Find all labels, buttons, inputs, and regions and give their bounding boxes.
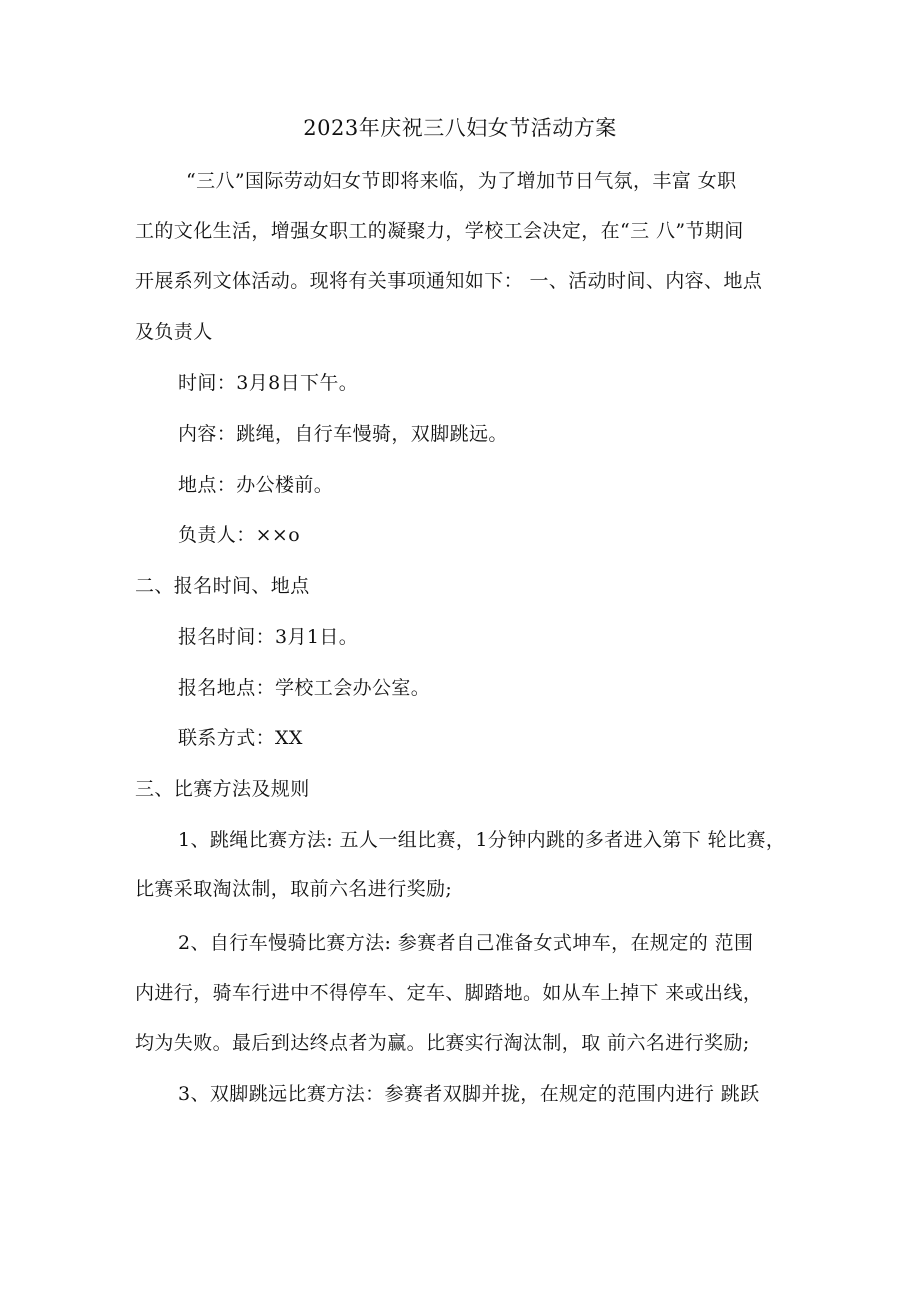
rule2-line-3: 均为失败。最后到达终点者为赢。比赛实行淘汰制，取 前六名进行奖励; — [135, 1032, 750, 1054]
signup-time: 报名时间：3月1日。 — [178, 626, 359, 648]
intro-line-2: 工的文化生活，增强女职工的凝聚力，学校工会决定，在“三 八”节期间 — [135, 220, 744, 242]
activity-place: 地点：办公楼前。 — [178, 474, 334, 496]
section3-heading: 三、比赛方法及规则 — [135, 778, 310, 800]
intro-line-1: “三八”国际劳动妇女节即将来临，为了增加节日气氛，丰富 女职 — [186, 170, 737, 192]
rule1-line-1: 1、跳绳比赛方法: 五人一组比赛，1分钟内跳的多者进入第下 轮比赛， — [178, 829, 786, 851]
rule1-line-2: 比赛采取淘汰制，取前六名进行奖励; — [135, 878, 453, 900]
signup-contact: 联系方式：XX — [178, 727, 303, 749]
intro-line-3: 开展系列文体活动。现将有关事项通知如下： 一、活动时间、内容、地点 — [135, 270, 763, 292]
section2-heading: 二、报名时间、地点 — [135, 575, 310, 597]
document-title: 2023年庆祝三八妇女节活动方案 — [303, 116, 617, 140]
rule2-line-2: 内进行，骑车行进中不得停车、定车、脚踏地。如从车上掉下 来或出线， — [135, 982, 763, 1004]
intro-line-4: 及负责人 — [135, 321, 213, 343]
activity-content: 内容：跳绳，自行车慢骑，双脚跳远。 — [178, 423, 508, 445]
activity-time: 时间：3月8日下午。 — [178, 372, 359, 394]
activity-person: 负责人：××o — [178, 524, 301, 546]
rule3-line-1: 3、双脚跳远比赛方法：参赛者双脚并拢，在规定的范围内进行 跳跃 — [178, 1083, 760, 1105]
signup-place: 报名地点：学校工会办公室。 — [178, 677, 431, 699]
rule2-line-1: 2、自行车慢骑比赛方法: 参赛者自己准备女式坤车，在规定的 范围 — [178, 932, 754, 954]
